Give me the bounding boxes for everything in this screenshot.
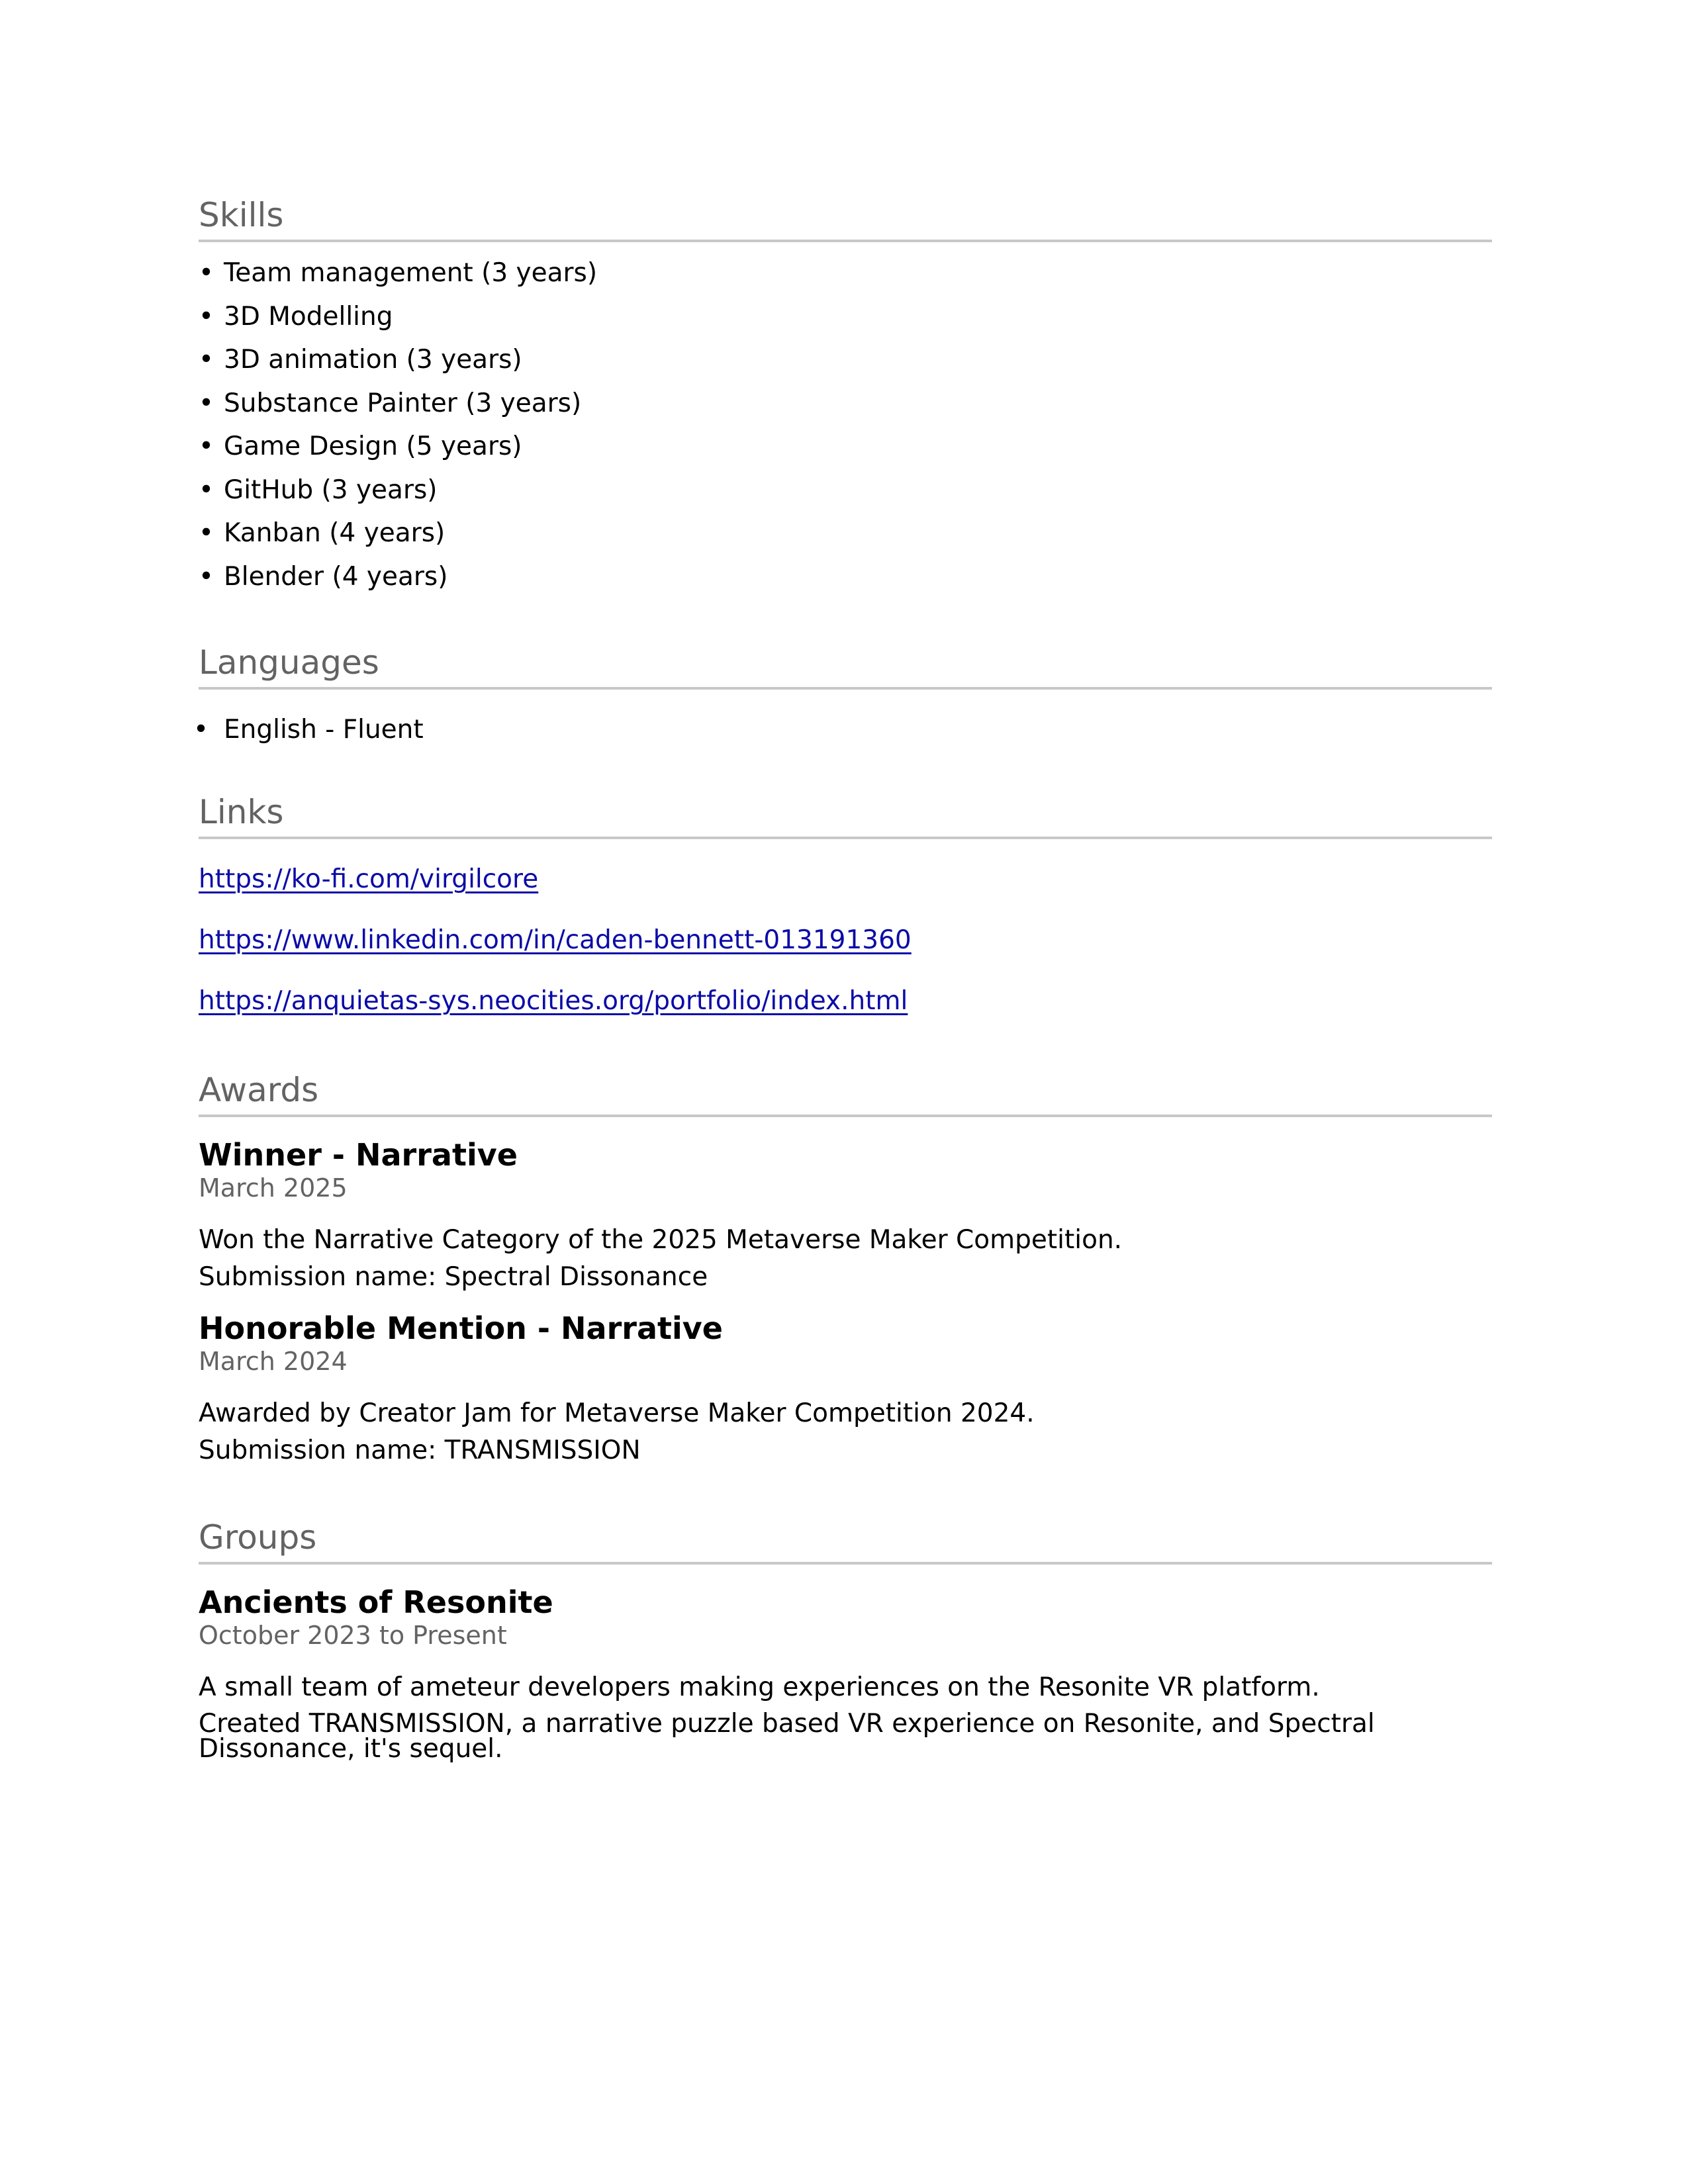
skill-label: 3D animation (3 years) — [224, 345, 522, 375]
resume-page — [193, 196, 1492, 1764]
bullet-icon: • — [199, 432, 214, 461]
group-entry — [199, 1584, 1492, 1762]
award-submission: Submission name: TRANSMISSION — [199, 1435, 641, 1465]
groups-section — [199, 1518, 1492, 1764]
awards-heading: Awards — [199, 1071, 319, 1109]
award-description: Awarded by Creator Jam for Metaverse Maker Competition 2024. — [199, 1398, 1035, 1428]
list-item — [199, 251, 1492, 295]
award-entry — [199, 1137, 1492, 1296]
languages-divider — [199, 687, 1492, 690]
skill-label: Kanban (4 years) — [224, 518, 445, 548]
skills-section — [199, 196, 1492, 598]
list-item — [199, 382, 1492, 426]
group-title: Ancients of Resonite — [199, 1584, 553, 1620]
kofi-link[interactable]: https://ko-fi.com/virgilcore — [199, 864, 539, 894]
links-section — [199, 793, 1492, 1018]
skills-heading: Skills — [199, 196, 284, 234]
skill-label: Game Design (5 years) — [224, 432, 522, 461]
skill-label: Substance Painter (3 years) — [224, 388, 582, 418]
links-heading: Links — [199, 793, 284, 831]
bullet-icon: • — [199, 258, 214, 288]
skill-label: 3D Modelling — [224, 301, 393, 332]
languages-list — [193, 713, 1492, 747]
awards-divider — [199, 1115, 1492, 1117]
list-item — [199, 338, 1492, 382]
bullet-icon: • — [199, 388, 214, 418]
skill-label: Team management (3 years) — [224, 258, 598, 288]
skills-list — [199, 251, 1492, 598]
group-description: A small team of ameteur developers making experiences on the Resonite VR platform. — [199, 1672, 1320, 1702]
languages-section — [193, 643, 1492, 747]
list-item — [199, 469, 1492, 512]
award-submission: Submission name: Spectral Dissonance — [199, 1262, 708, 1292]
skills-divider — [199, 240, 1492, 242]
bullet-icon: • — [199, 561, 214, 592]
award-title: Winner - Narrative — [199, 1137, 518, 1173]
award-title: Honorable Mention - Narrative — [199, 1310, 723, 1346]
award-date: March 2024 — [199, 1347, 348, 1376]
list-item — [199, 425, 1492, 469]
linkedin-link[interactable]: https://www.linkedin.com/in/caden-bennett-013191360 — [199, 925, 912, 955]
skill-label: GitHub (3 years) — [224, 475, 438, 505]
groups-divider — [199, 1562, 1492, 1565]
list-item — [193, 713, 1492, 747]
award-description: Won the Narrative Category of the 2025 Metaverse Maker Competition. — [199, 1225, 1123, 1255]
list-item — [199, 555, 1492, 599]
language-label: English - Fluent — [224, 715, 424, 745]
groups-heading: Groups — [199, 1518, 317, 1557]
award-date: March 2025 — [199, 1173, 348, 1203]
bullet-icon: • — [193, 715, 209, 745]
portfolio-link[interactable]: https://anquietas-sys.neocities.org/portfolio/index.html — [199, 986, 908, 1016]
list-item — [199, 295, 1492, 339]
awards-section — [199, 1073, 1492, 1469]
group-details: Created TRANSMISSION, a narrative puzzle based VR experience on Resonite, and Spectral Dissonance, it's sequel. — [199, 1709, 1375, 1764]
links-divider — [199, 837, 1492, 839]
bullet-icon: • — [199, 475, 214, 505]
bullet-icon: • — [199, 345, 214, 375]
languages-heading: Languages — [199, 643, 379, 682]
list-item — [199, 512, 1492, 555]
bullet-icon: • — [199, 301, 214, 332]
award-entry — [199, 1310, 1492, 1469]
group-date: October 2023 to Present — [199, 1621, 507, 1650]
bullet-icon: • — [199, 518, 214, 548]
skill-label: Blender (4 years) — [224, 561, 448, 592]
